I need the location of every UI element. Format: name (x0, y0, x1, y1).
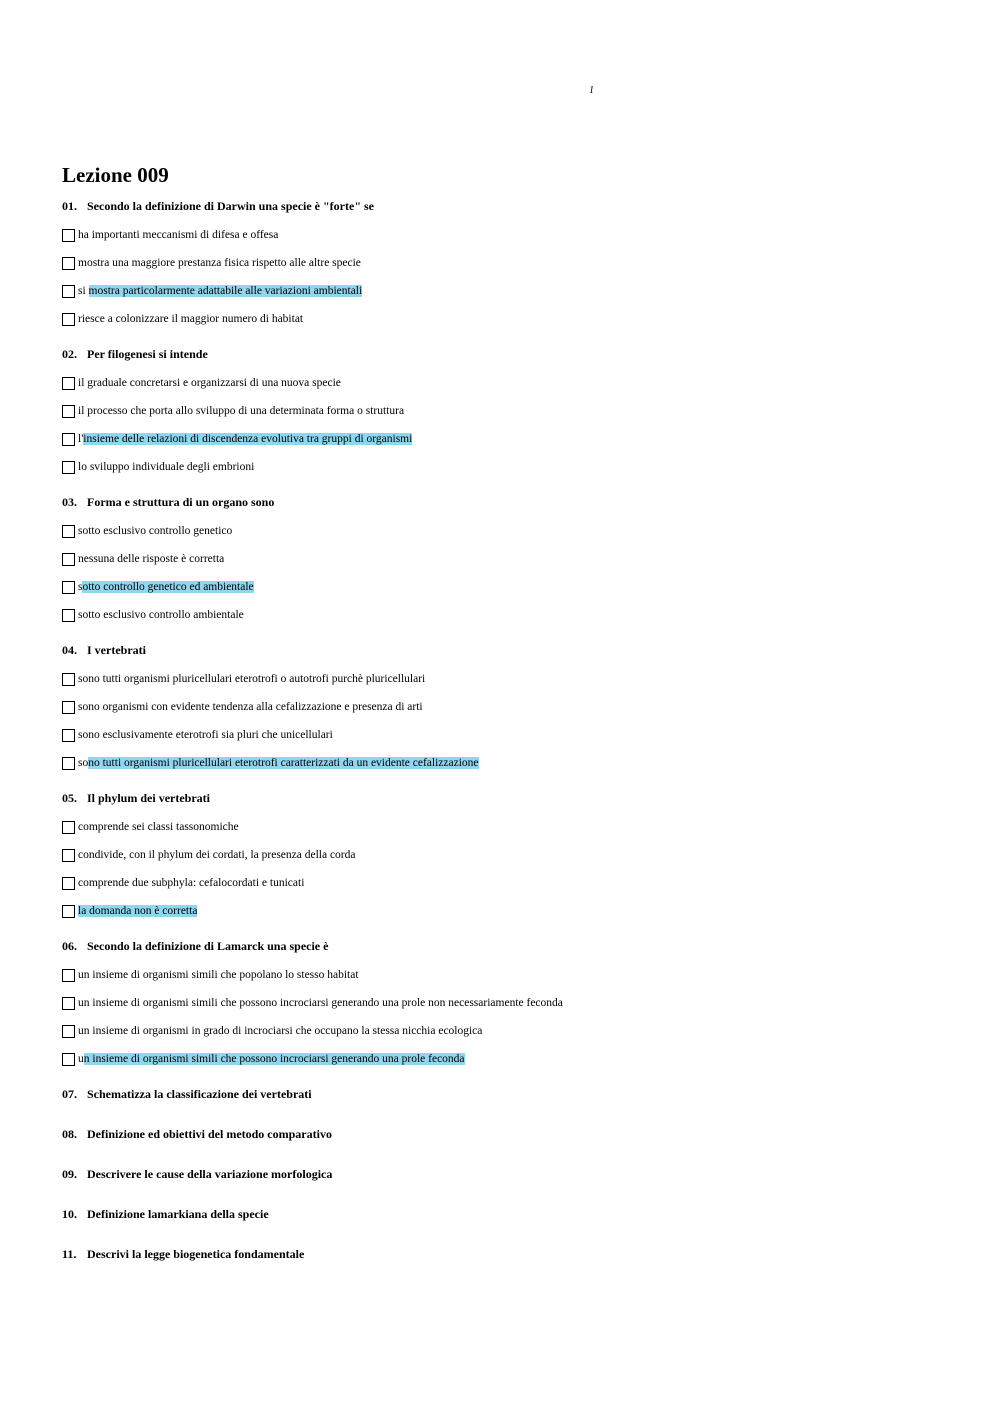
answer-checkbox[interactable] (62, 1053, 75, 1066)
question-text: Schematizza la classificazione dei vertebrati (87, 1087, 312, 1101)
answer-option[interactable] (62, 397, 962, 425)
answer-checkbox[interactable] (62, 581, 75, 594)
question-text: Forma e struttura di un organo sono (87, 495, 275, 509)
answer-text: un insieme di organismi simili che possono incrociarsi generando una prole non necessariamente feconda (78, 997, 563, 1009)
question-block (62, 790, 962, 925)
question-text: I vertebrati (87, 643, 146, 657)
answer-checkbox[interactable] (62, 877, 75, 890)
answer-option[interactable] (62, 1017, 962, 1045)
answer-text: un insieme di organismi simili che popolano lo stesso habitat (78, 969, 359, 981)
question-text: Secondo la definizione di Lamarck una specie è (87, 939, 329, 953)
answer-option[interactable] (62, 869, 962, 897)
highlighted-answer-text: n insieme di organismi simili che possono incrociarsi generando una prole feconda (83, 1053, 465, 1065)
open-question-title (62, 1166, 962, 1182)
question-number: 07. (62, 1087, 77, 1101)
question-number: 04. (62, 643, 77, 657)
answer-checkbox[interactable] (62, 405, 75, 418)
answer-checkbox[interactable] (62, 673, 75, 686)
question-number: 11. (62, 1247, 77, 1261)
answer-option[interactable] (62, 305, 962, 333)
answer-text: s (78, 581, 83, 593)
answer-checkbox[interactable] (62, 229, 75, 242)
answer-checkbox[interactable] (62, 609, 75, 622)
answer-option[interactable] (62, 277, 962, 305)
question-list (62, 198, 962, 1073)
answer-option[interactable] (62, 249, 962, 277)
question-block (62, 198, 962, 333)
answer-checkbox[interactable] (62, 757, 75, 770)
answer-text: sotto esclusivo controllo genetico (78, 525, 233, 537)
question-number: 03. (62, 495, 77, 509)
answer-text: mostra una maggiore prestanza fisica rispetto alle altre specie (78, 257, 361, 269)
answer-option[interactable] (62, 897, 962, 925)
answer-checkbox[interactable] (62, 821, 75, 834)
answer-checkbox[interactable] (62, 701, 75, 714)
question-block (62, 494, 962, 629)
answer-option[interactable] (62, 517, 962, 545)
answer-checkbox[interactable] (62, 905, 75, 918)
highlighted-answer-text: la domanda non è corretta (78, 905, 198, 917)
answer-option[interactable] (62, 1045, 962, 1073)
answer-checkbox[interactable] (62, 553, 75, 566)
highlighted-answer-text: no tutti organismi pluricellulari eterotrofi caratterizzati da un evidente cefalizzazione (88, 757, 479, 769)
answer-option[interactable] (62, 693, 962, 721)
answer-checkbox[interactable] (62, 997, 75, 1010)
highlighted-answer-text: mostra particolarmente adattabile alle variazioni ambientali (88, 285, 363, 297)
answer-option[interactable] (62, 573, 962, 601)
question-number: 09. (62, 1167, 77, 1181)
answer-option[interactable] (62, 961, 962, 989)
answer-text: comprende sei classi tassonomiche (78, 821, 239, 833)
question-title (62, 346, 962, 362)
answer-checkbox[interactable] (62, 525, 75, 538)
answer-text: u (78, 1053, 84, 1065)
answer-option[interactable] (62, 665, 962, 693)
answer-text: si (78, 285, 89, 297)
answer-checkbox[interactable] (62, 433, 75, 446)
answer-text: so (78, 757, 89, 769)
answer-option[interactable] (62, 221, 962, 249)
answer-option[interactable] (62, 813, 962, 841)
answer-text: sotto esclusivo controllo ambientale (78, 609, 244, 621)
answer-option[interactable] (62, 721, 962, 749)
question-number: 10. (62, 1207, 77, 1221)
question-block (62, 346, 962, 481)
question-block (62, 938, 962, 1073)
question-text: Secondo la definizione di Darwin una specie è "forte" se (87, 199, 374, 213)
answer-text: sono esclusivamente eterotrofi sia pluri che unicellulari (78, 729, 333, 741)
answer-text: ha importanti meccanismi di difesa e offesa (78, 229, 279, 241)
question-number: 08. (62, 1127, 77, 1141)
answer-option[interactable] (62, 425, 962, 453)
answer-text: condivide, con il phylum dei cordati, la presenza della corda (78, 849, 356, 861)
question-title (62, 198, 962, 214)
answer-text: l' (78, 433, 84, 445)
answer-text: sono tutti organismi pluricellulari eterotrofi o autotrofi purchè pluricellulari (78, 673, 426, 685)
answer-text: riesce a colonizzare il maggior numero di habitat (78, 313, 304, 325)
answer-text: il graduale concretarsi e organizzarsi di una nuova specie (78, 377, 341, 389)
answer-checkbox[interactable] (62, 849, 75, 862)
question-title (62, 790, 962, 806)
question-text: Per filogenesi si intende (87, 347, 208, 361)
question-text: Definizione ed obiettivi del metodo comparativo (87, 1127, 332, 1141)
question-number: 06. (62, 939, 77, 953)
question-title (62, 642, 962, 658)
answer-text: nessuna delle risposte è corretta (78, 553, 225, 565)
answer-text: il processo che porta allo sviluppo di una determinata forma o struttura (78, 405, 405, 417)
lesson-title: Lezione 009 (62, 163, 169, 187)
answer-option[interactable] (62, 601, 962, 629)
answer-checkbox[interactable] (62, 969, 75, 982)
answer-option[interactable] (62, 453, 962, 481)
answer-option[interactable] (62, 989, 962, 1017)
answer-option[interactable] (62, 369, 962, 397)
open-question-title (62, 1206, 962, 1222)
open-question-title (62, 1086, 962, 1102)
question-number: 01. (62, 199, 77, 213)
document-body (62, 160, 962, 1286)
question-number: 05. (62, 791, 77, 805)
open-question-list (62, 1086, 962, 1262)
answer-text: lo sviluppo individuale degli embrioni (78, 461, 255, 473)
answer-text: un insieme di organismi in grado di incrociarsi che occupano la stessa nicchia ecologica (78, 1025, 483, 1037)
answer-text: sono organismi con evidente tendenza alla cefalizzazione e presenza di arti (78, 701, 423, 713)
question-number: 02. (62, 347, 77, 361)
open-question-title (62, 1126, 962, 1142)
highlighted-answer-text: otto controllo genetico ed ambientale (82, 581, 254, 593)
answer-checkbox[interactable] (62, 285, 75, 298)
answer-option[interactable] (62, 841, 962, 869)
open-question-title (62, 1246, 962, 1262)
answer-checkbox[interactable] (62, 313, 75, 326)
question-block (62, 642, 962, 777)
question-title (62, 938, 962, 954)
answer-checkbox[interactable] (62, 377, 75, 390)
question-text: Definizione lamarkiana della specie (87, 1207, 269, 1221)
question-title (62, 494, 962, 510)
answer-checkbox[interactable] (62, 461, 75, 474)
answer-checkbox[interactable] (62, 257, 75, 270)
page-number-marker: 1 (589, 85, 594, 96)
question-text: Descrivi la legge biogenetica fondamentale (87, 1247, 305, 1261)
highlighted-answer-text: insieme delle relazioni di discendenza evolutiva tra gruppi di organismi (83, 433, 413, 445)
question-text: Descrivere le cause della variazione morfologica (87, 1167, 333, 1181)
answer-option[interactable] (62, 545, 962, 573)
answer-checkbox[interactable] (62, 729, 75, 742)
answer-option[interactable] (62, 749, 962, 777)
question-text: Il phylum dei vertebrati (87, 791, 210, 805)
answer-text: comprende due subphyla: cefalocordati e tunicati (78, 877, 305, 889)
answer-checkbox[interactable] (62, 1025, 75, 1038)
